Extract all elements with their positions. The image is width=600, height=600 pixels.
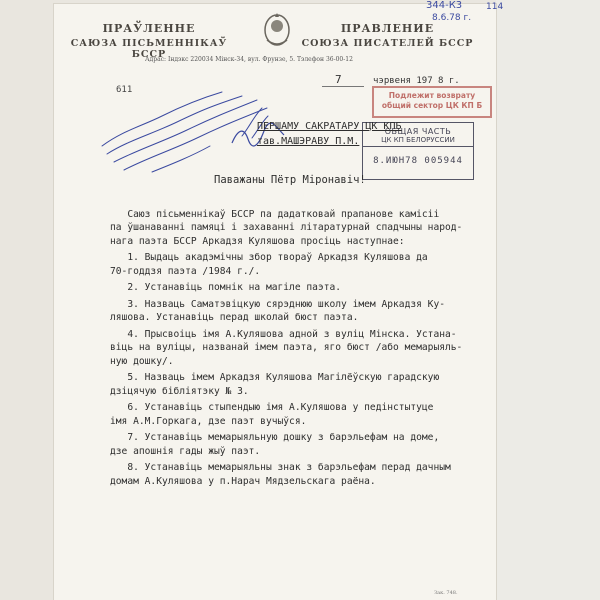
recipient-block — [257, 119, 402, 149]
body-line: домам А.Куляшова у п.Нарач Мядзельскага раёна. — [110, 475, 376, 487]
salutation: Паважаны Пётр Міронавіч! — [214, 174, 366, 186]
date-day: 7 — [335, 73, 342, 86]
reference-number: 611 — [116, 85, 133, 95]
state-emblem-icon — [262, 10, 292, 50]
date-underline — [322, 86, 364, 87]
letterhead-address: Адрас: Індэкс 220034 Мінск-34, вул. Фрунзе, 5. Тэлефон 36-00-12 — [145, 56, 353, 63]
list-item-4: 4. Прысвоіць імя А.Куляшова адной з вуліц Мінска. Устана- — [110, 328, 457, 340]
list-item-6: 6. Устанавіць стыпендыю імя А.Куляшова у педінстытуце — [110, 402, 434, 414]
list-item-7: 7. Устанавіць мемарыяльную дошку з барэльефам на доме, — [110, 432, 440, 444]
letterhead-left-line1: ПРАЎЛЕННЕ — [102, 22, 196, 35]
letterhead-left-line2: САЮЗА ПІСЬМЕННІКАЎ БССР — [70, 38, 228, 60]
body-line: імя А.М.Горкага, дзе паэт вучыўся. — [110, 415, 307, 427]
folio-top: 344-К3 — [426, 0, 463, 11]
date-year: 197 8 г. — [416, 76, 460, 86]
list-item-3: 3. Назваць Саматэвіцкую сярэднюю школу імем Аркадзя Ку- — [110, 298, 446, 310]
body-line: 70-годдзя паэта /1984 г./. — [110, 265, 261, 277]
letterhead-right-line1: ПРАВЛЕНИЕ — [340, 22, 435, 35]
letterhead-belarusian — [64, 22, 234, 60]
body-line: ляшова. Устанавіць перад школай бюст паэта. — [110, 312, 359, 324]
registration-stamp-line2: ЦК КП БЕЛОРУССИИ — [363, 136, 473, 147]
body-line: па ўшанаванні памяці і захаванні літаратурнай спадчыны народ- — [110, 222, 463, 234]
print-order-note: Зак. 748. — [434, 590, 458, 596]
letterhead-right-line2: СОЮЗА ПИСАТЕЛЕЙ БССР — [301, 38, 474, 49]
body-line: дзіцячую бібліятэку № 3. — [110, 385, 249, 397]
letter-body — [110, 208, 490, 488]
body-line: віць на вуліцы, названай імем паэта, яго бюст /або мемарыяль- — [110, 342, 463, 354]
return-stamp-line2: общий сектор ЦК КП Б — [381, 101, 483, 110]
body-line: нага паэта БССР Аркадзя Куляшова просіць наступнае: — [110, 235, 405, 247]
list-item-2: 2. Устанавіць помнік на магіле паэта. — [110, 282, 342, 294]
body-line: ную дошку/. — [110, 355, 174, 367]
body-line: Саюз пісьменнікаў БССР па дадатковай прапанове камісіі — [110, 209, 440, 220]
return-stamp-line1: Подлежит возврату — [388, 91, 476, 100]
folio-bottom: 8.6.78 г. — [432, 13, 472, 23]
list-item-5: 5. Назваць імем Аркадзя Куляшова Магілёўскую гарадскую — [110, 372, 440, 384]
date-month: чэрвеня — [373, 76, 411, 86]
letterhead-russian — [300, 22, 475, 49]
list-item-8: 8. Устанавіць мемарыяльны знак з барэльефам перад дачным — [110, 462, 451, 474]
background-edge — [496, 0, 600, 600]
list-item-1: 1. Выдаць акадэмічны збор твораў Аркадзя Куляшова да — [110, 252, 428, 264]
registration-stamp-line1: ОБЩАЯ ЧАСТЬ — [384, 127, 452, 136]
recipient-title: ПЕРШАМУ САКРАТАРУ ЦК КПБ — [257, 121, 402, 132]
folio-side: 114 — [486, 2, 504, 12]
recipient-name: тав.МАШЭРАВУ П.М. — [257, 136, 360, 147]
return-stamp — [372, 86, 492, 118]
body-line: дзе апошнія гады жыў паэт. — [110, 445, 261, 457]
registration-stamp-number: 8.ИЮН78 005944 — [373, 156, 463, 166]
date-month-year — [373, 76, 460, 86]
